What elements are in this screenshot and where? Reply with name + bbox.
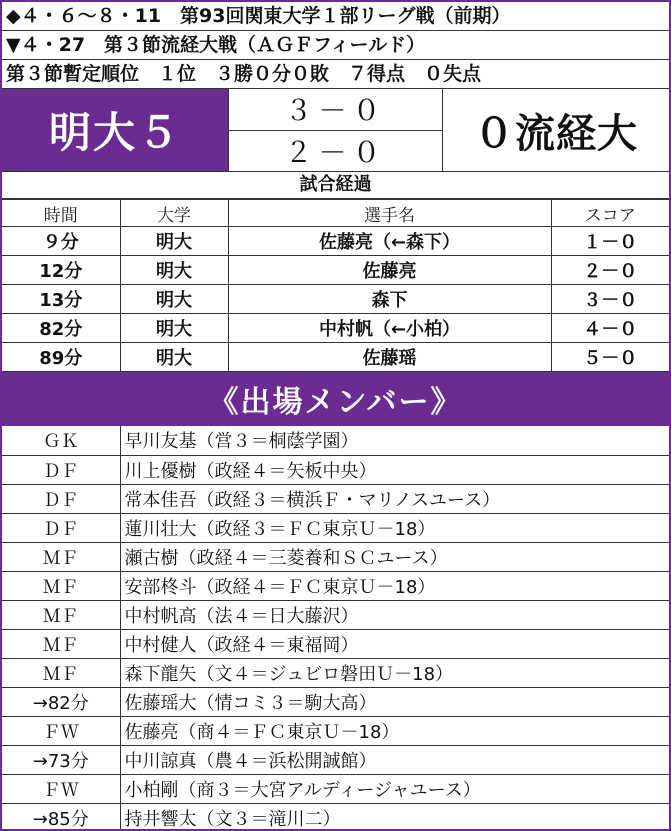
goal-score: ５－０ [551, 343, 669, 372]
member-row [2, 455, 669, 484]
member-row [2, 629, 669, 658]
member-row [2, 426, 669, 455]
member-info: 安部柊斗（政経４＝ＦＣ東京Ｕ－18） [120, 571, 669, 600]
members-title: 《出場メンバー》 [2, 372, 669, 426]
member-row [2, 600, 669, 629]
goal-row [2, 285, 669, 314]
goals-header-row [2, 200, 669, 227]
first-half-score: ３－０ [284, 94, 387, 128]
header-team: 大学 [120, 200, 228, 227]
goal-team: 明大 [120, 227, 228, 256]
member-info: 佐藤瑶大（情コミ３＝駒大高） [120, 687, 669, 716]
scoreboard [2, 89, 669, 172]
goal-row [2, 227, 669, 256]
member-position: ＦＷ [2, 774, 120, 803]
goal-row [2, 256, 669, 285]
goal-score: １－０ [551, 227, 669, 256]
member-position: ＦＷ [2, 716, 120, 745]
member-row [2, 571, 669, 600]
member-info: 常本佳吾（政経３＝横浜Ｆ・マリノスユース） [120, 484, 669, 513]
goals-table [2, 199, 669, 372]
member-info: 持井響太（文３＝滝川二） [120, 803, 669, 831]
member-position: ＭＦ [2, 600, 120, 629]
goal-score: ４－０ [551, 314, 669, 343]
match-line: ▼４・27 第３節流経大戦（ＡＧＦフィールド） [2, 31, 669, 60]
member-info: 中村帆高（法４＝日大藤沢） [120, 600, 669, 629]
standing-line: 第３節暫定順位 １位 ３勝０分０敗 ７得点 ０失点 [2, 60, 669, 89]
goal-player: 佐藤瑶 [228, 343, 551, 372]
header-time: 時間 [2, 200, 120, 227]
goal-player: 中村帆（←小柏） [228, 314, 551, 343]
goal-player: 佐藤亮（←森下） [228, 227, 551, 256]
goal-time: 12分 [2, 256, 120, 285]
member-position: ＭＦ [2, 658, 120, 687]
member-row [2, 687, 669, 716]
member-position: →82分 [2, 687, 120, 716]
member-position: ＤＦ [2, 513, 120, 542]
member-info: 瀬古樹（政経４＝三菱養和ＳＣユース） [120, 542, 669, 571]
goals-title: 試合経過 [2, 172, 669, 199]
member-row [2, 542, 669, 571]
member-info: 中村健人（政経４＝東福岡） [120, 629, 669, 658]
member-row [2, 513, 669, 542]
header-score: スコア [551, 200, 669, 227]
member-position: ＤＦ [2, 484, 120, 513]
goal-time: 89分 [2, 343, 120, 372]
goal-row [2, 343, 669, 372]
member-position: →85分 [2, 803, 120, 831]
away-team-score: ０流経大 [474, 110, 638, 157]
goal-score: ２－０ [551, 256, 669, 285]
half-scores [228, 89, 443, 171]
goal-player: 佐藤亮 [228, 256, 551, 285]
member-row [2, 716, 669, 745]
member-position: ＧＫ [2, 426, 120, 455]
member-row [2, 745, 669, 774]
member-position: →73分 [2, 745, 120, 774]
goal-team: 明大 [120, 256, 228, 285]
member-row [2, 774, 669, 803]
member-position: ＭＦ [2, 542, 120, 571]
member-position: ＭＦ [2, 571, 120, 600]
goal-time: ９分 [2, 227, 120, 256]
home-team-score: 明大５ [2, 89, 228, 171]
member-position: ＤＦ [2, 455, 120, 484]
header-player: 選手名 [228, 200, 551, 227]
goal-team: 明大 [120, 285, 228, 314]
member-info: 森下龍矢（文４＝ジュビロ磐田Ｕ－18） [120, 658, 669, 687]
member-row [2, 658, 669, 687]
member-info: 川上優樹（政経４＝矢板中央） [120, 455, 669, 484]
member-row [2, 484, 669, 513]
member-info: 佐藤亮（商４＝ＦＣ東京Ｕ－18） [120, 716, 669, 745]
second-half-score: ２－０ [229, 130, 442, 172]
goal-row [2, 314, 669, 343]
member-info: 早川友基（営３＝桐蔭学園） [120, 426, 669, 455]
goal-player: 森下 [228, 285, 551, 314]
goal-time: 82分 [2, 314, 120, 343]
member-info: 小柏剛（商３＝大宮アルディージャユース） [120, 774, 669, 803]
league-line: ◆４・６～８・11 第93回関東大学１部リーグ戦（前期） [2, 2, 669, 31]
goal-team: 明大 [120, 314, 228, 343]
members-table [2, 426, 669, 831]
member-position: ＭＦ [2, 629, 120, 658]
goal-team: 明大 [120, 343, 228, 372]
goal-time: 13分 [2, 285, 120, 314]
member-row [2, 803, 669, 831]
member-info: 蓮川壮大（政経３＝ＦＣ東京Ｕ－18） [120, 513, 669, 542]
member-info: 中川諒真（農４＝浜松開誠館） [120, 745, 669, 774]
goal-score: ３－０ [551, 285, 669, 314]
